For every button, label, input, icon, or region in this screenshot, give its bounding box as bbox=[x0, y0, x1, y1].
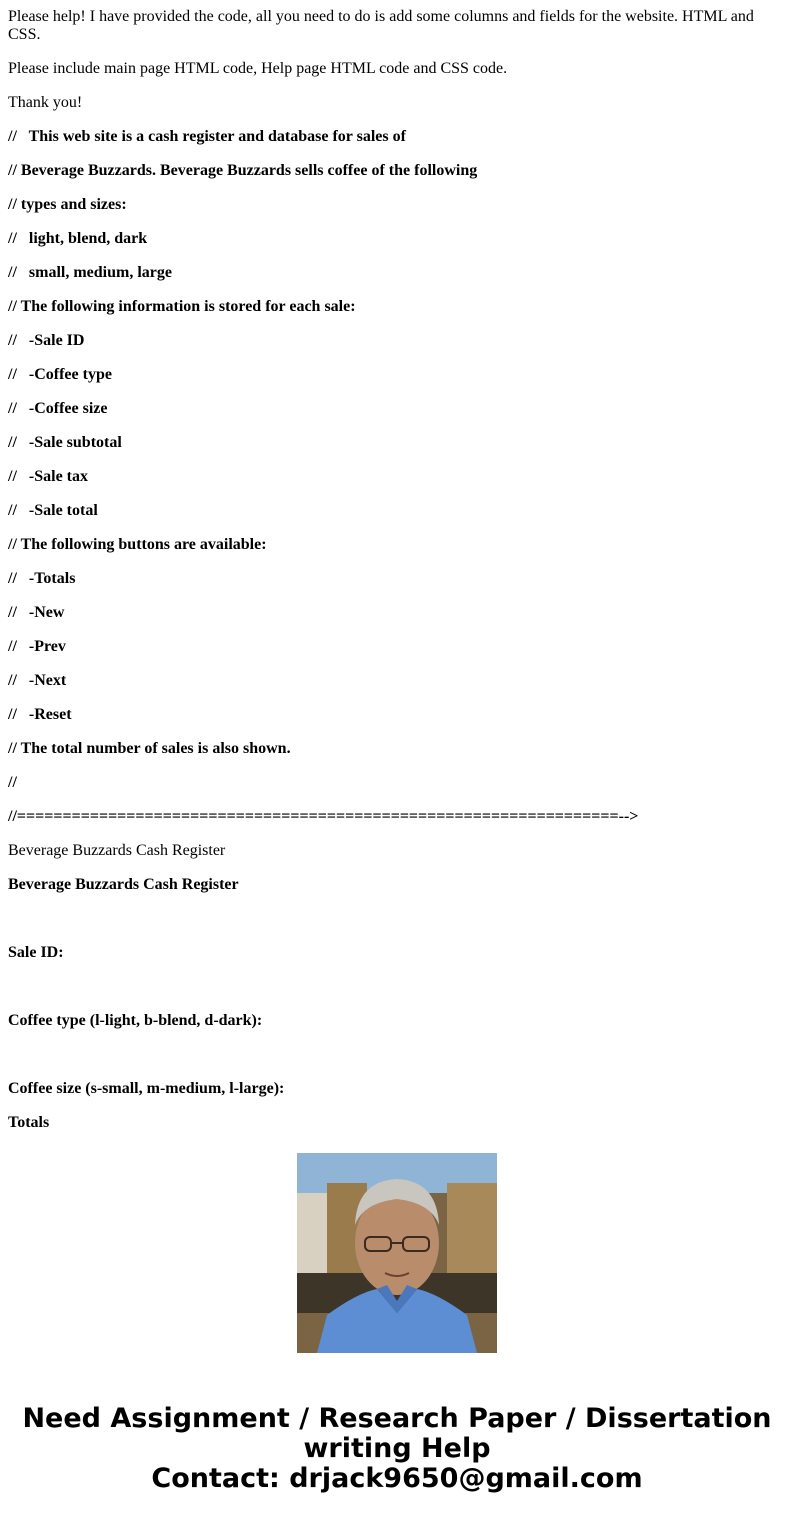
code-comment-line: // types and sizes: bbox=[8, 196, 127, 213]
code-comment-line: // -Reset bbox=[8, 706, 72, 723]
page-title: Beverage Buzzards Cash Register bbox=[8, 842, 226, 859]
intro-request: Please help! I have provided the code, all you need to do is add some columns and fields for the website. HTML and CSS. bbox=[8, 8, 754, 43]
code-comment-line: // -Sale tax bbox=[8, 468, 88, 485]
sale-id-label: Sale ID: bbox=[8, 944, 64, 961]
code-comment-line: // The following buttons are available: bbox=[8, 536, 267, 553]
contact-banner bbox=[0, 1404, 794, 1494]
code-comment-line: // This web site is a cash register and database for sales of bbox=[8, 128, 406, 145]
page-heading: Beverage Buzzards Cash Register bbox=[8, 876, 239, 893]
author-photo bbox=[297, 1153, 497, 1353]
intro-thanks: Thank you! bbox=[8, 94, 83, 111]
author-portrait-image bbox=[297, 1153, 497, 1353]
code-comment-line: // light, blend, dark bbox=[8, 230, 148, 247]
code-comment-line: // -Coffee type bbox=[8, 366, 112, 383]
code-comment-line: // small, medium, large bbox=[8, 264, 172, 281]
totals-label: Totals bbox=[8, 1114, 50, 1131]
code-comment-line: // -Prev bbox=[8, 638, 66, 655]
document-content bbox=[8, 0, 778, 1131]
intro-include: Please include main page HTML code, Help page HTML code and CSS code. bbox=[8, 60, 508, 77]
code-comment-line: // The total number of sales is also shown. bbox=[8, 740, 291, 757]
code-comment-line: // bbox=[8, 774, 17, 791]
coffee-type-label: Coffee type (l-light, b-blend, d-dark): bbox=[8, 1012, 263, 1029]
coffee-size-label: Coffee size (s-small, m-medium, l-large): bbox=[8, 1080, 285, 1097]
code-comment-line: // -Coffee size bbox=[8, 400, 108, 417]
code-comment-line: // -Sale ID bbox=[8, 332, 85, 349]
code-comment-list bbox=[8, 128, 778, 792]
code-comment-line: // Beverage Buzzards. Beverage Buzzards sells coffee of the following bbox=[8, 162, 478, 179]
code-comment-line: // -New bbox=[8, 604, 65, 621]
code-comment-line: // -Next bbox=[8, 672, 67, 689]
code-comment-line: // -Sale total bbox=[8, 502, 98, 519]
code-comment-line: // -Sale subtotal bbox=[8, 434, 122, 451]
banner-contact-line: Contact: drjack9650@gmail.com bbox=[151, 1463, 643, 1494]
code-comment-line: // The following information is stored for each sale: bbox=[8, 298, 356, 315]
code-comment-line: // -Totals bbox=[8, 570, 76, 587]
separator-line: //==================================================================--> bbox=[8, 808, 639, 825]
banner-line-1: Need Assignment / Research Paper / Dissertation bbox=[22, 1403, 772, 1434]
banner-line-2: writing Help bbox=[303, 1433, 491, 1464]
